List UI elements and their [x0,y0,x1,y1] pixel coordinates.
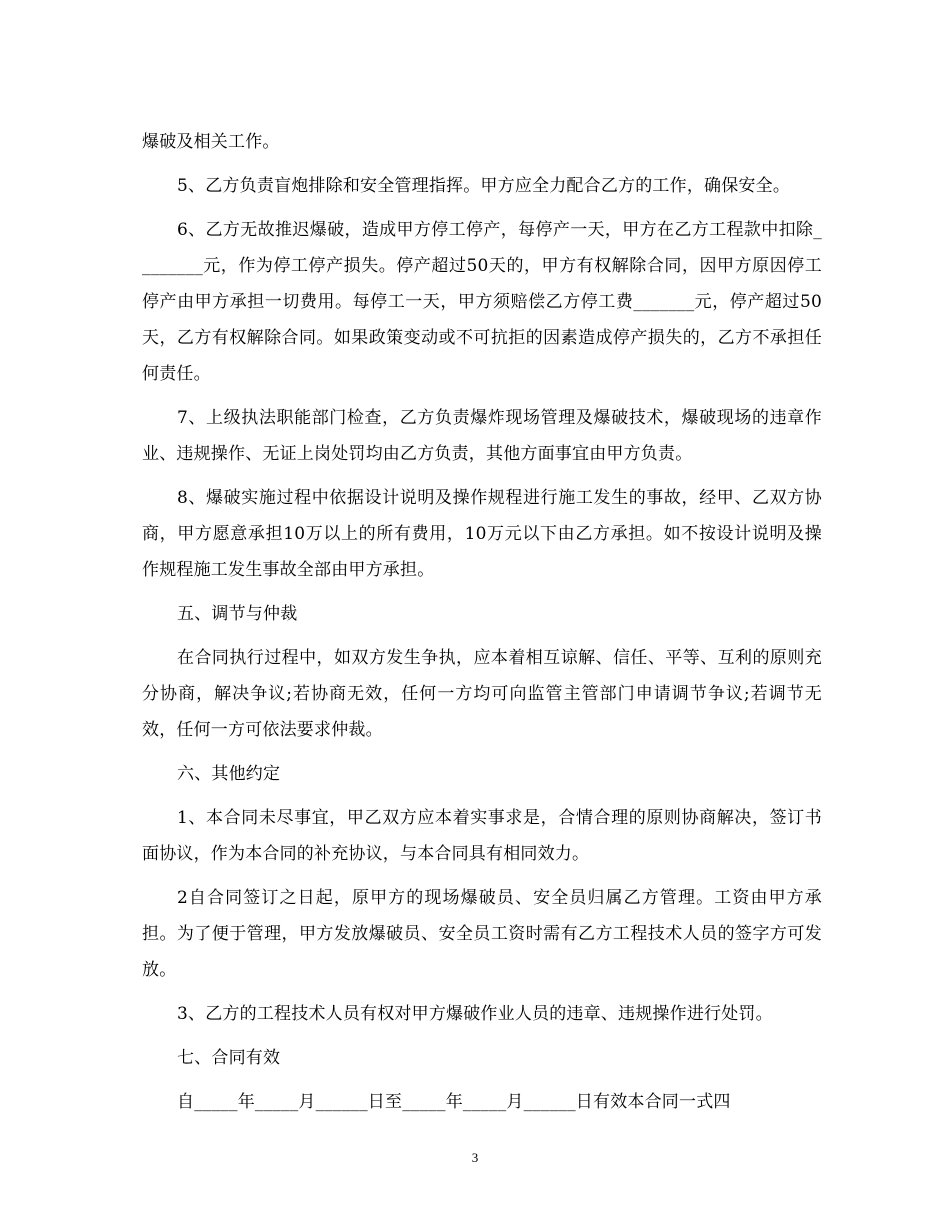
paragraph-3: 6、乙方无故推迟爆破，造成甲方停工停产，每停产一天，甲方在乙方工程款中扣除________元，作为停工停产损失。停产超过50天的，甲方有权解除合同，因甲方原因停工停产由甲方承担一切费用。每停工一天，甲方须赔偿乙方停工费_______元，停产超过50天，乙方有权解除合同。如果政策变动或不可抗拒的因素造成停产损失的，乙方不承担任何责任。 [142,220,822,384]
paragraph-1: 爆破及相关工作。 [142,132,280,152]
section-heading-7: 七、合同有效 [177,1048,281,1068]
paragraph-11: 3、乙方的工程技术人员有权对甲方爆破作业人员的违章、违规操作进行处罚。 [177,1004,773,1024]
paragraph-2: 5、乙方负责盲炮排除和安全管理指挥。甲方应全力配合乙方的工作，确保安全。 [177,176,791,196]
section-heading-5: 五、调节与仲裁 [177,604,298,624]
paragraph-7: 在合同执行过程中，如双方发生争执，应本着相互谅解、信任、平等、互利的原则充分协商，解决争议;若协商无效，任何一方均可向监管主管部门申请调节争议;若调节无效，任何一方可依法要求仲裁。 [142,648,822,740]
page-number: 3 [471,1150,479,1165]
paragraph-5: 8、爆破实施过程中依据设计说明及操作规程进行施工发生的事故，经甲、乙双方协商，甲方愿意承担10万以上的所有费用，10万元以下由乙方承担。如不按设计说明及操作规程施工发生事故全部由甲方承担。 [142,488,822,580]
paragraph-10: 2自合同签订之日起，原甲方的现场爆破员、安全员归属乙方管理。工资由甲方承担。为了便于管理，甲方发放爆破员、安全员工资时需有乙方工程技术人员的签字方可发放。 [142,888,822,980]
document-body [142,124,822,1128]
paragraph-4: 7、上级执法职能部门检查，乙方负责爆炸现场管理及爆破技术，爆破现场的违章作业、违规操作、无证上岗处罚均由乙方负责，其他方面事宜由甲方负责。 [142,408,822,464]
paragraph-9: 1、本合同未尽事宜，甲乙双方应本着实事求是，合情合理的原则协商解决，签订书面协议，作为本合同的补充协议，与本合同具有相同效力。 [142,808,822,864]
paragraph-13: 自_____年_____月______日至_____年_____月______日有效本合同一式四 [177,1092,731,1112]
section-heading-6: 六、其他约定 [177,764,281,784]
